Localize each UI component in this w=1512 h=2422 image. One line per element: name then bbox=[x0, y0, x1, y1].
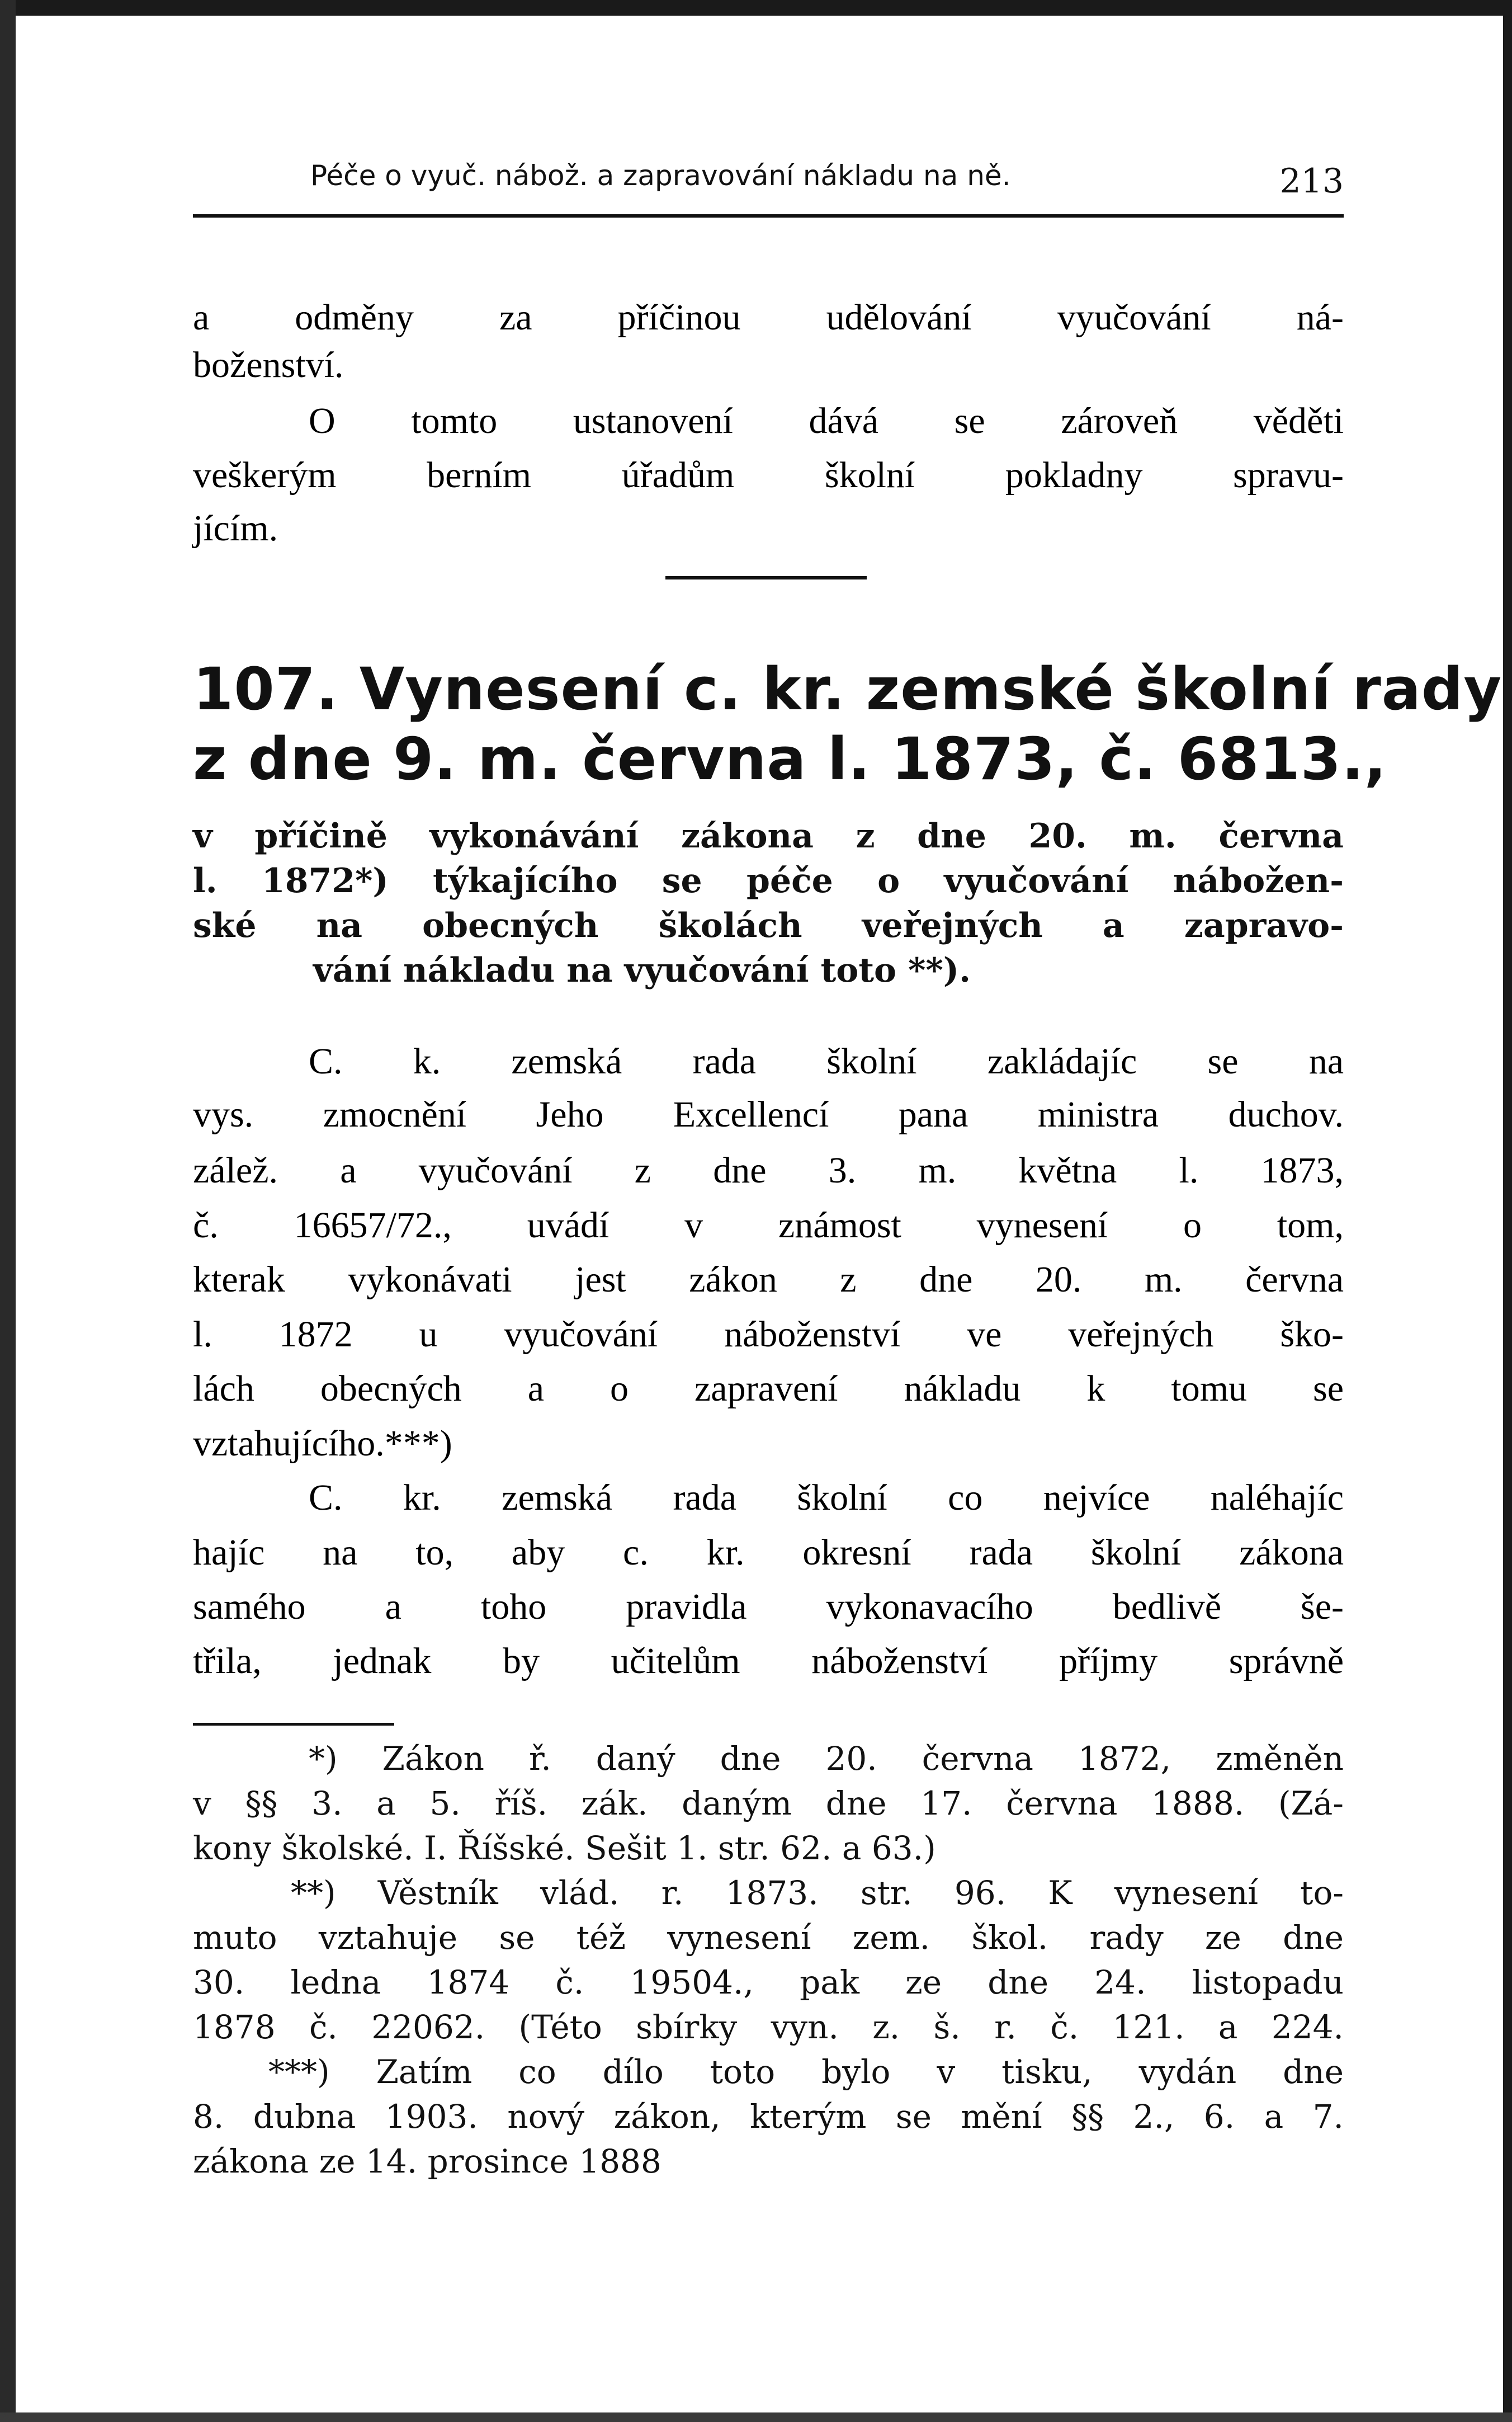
text-line: O tomto ustanovení dává se zároveň věděti bbox=[309, 400, 1344, 441]
section-divider bbox=[665, 576, 867, 579]
book-binding-edge bbox=[0, 0, 16, 2422]
running-title: Péče o vyuč. nábož. a zapravování nákladu na ně. bbox=[310, 159, 1011, 192]
footnote-rule bbox=[193, 1723, 394, 1726]
section-heading-line: z dne 9. m. června l. 1873, č. 6813., bbox=[193, 725, 1387, 793]
footnote-line: 30. ledna 1874 č. 19504., pak ze dne 24. listopadu bbox=[193, 1963, 1344, 2001]
footnote-line: kony školské. I. Říšské. Sešit 1. str. 62. a 63.) bbox=[193, 1829, 936, 1867]
text-line: třila, jednak by učitelům náboženství příjmy správně bbox=[193, 1641, 1344, 1681]
text-line: vys. zmocnění Jeho Excellencí pana ministra duchov. bbox=[193, 1094, 1344, 1135]
text-line: zálež. a vyučování z dne 3. m. května l. 1873, bbox=[193, 1150, 1344, 1191]
text-line: veškerým berním úřadům školní pokladny spravu- bbox=[193, 455, 1344, 496]
footnote-line: **) Věstník vlád. r. 1873. str. 96. K vynesení to- bbox=[291, 1874, 1344, 1912]
page-number: 213 bbox=[1279, 162, 1344, 201]
footnote-line: 8. dubna 1903. nový zákon, kterým se mění §§ 2., 6. a 7. bbox=[193, 2098, 1344, 2136]
text-line: lách obecných a o zapravení nákladu k tomu se bbox=[193, 1368, 1344, 1409]
section-subheading-line: l. 1872*) týkajícího se péče o vyučování nábožen- bbox=[193, 861, 1344, 901]
footnote-line: v §§ 3. a 5. říš. zák. daným dne 17. června 1888. (Zá- bbox=[193, 1784, 1344, 1822]
section-subheading-line: v příčině vykonávání zákona z dne 20. m. června bbox=[193, 817, 1344, 856]
footnote-line: 1878 č. 22062. (Této sbírky vyn. z. š. r. č. 121. a 224. bbox=[193, 2008, 1344, 2046]
text-line: a odměny za příčinou udělování vyučování ná- bbox=[193, 297, 1344, 338]
text-line: boženství. bbox=[193, 345, 344, 385]
text-line: l. 1872 u vyučování náboženství ve veřejných ško- bbox=[193, 1314, 1344, 1355]
text-line: C. k. zemská rada školní zakládajíc se na bbox=[309, 1041, 1344, 1082]
footnote-line: *) Zákon ř. daný dne 20. června 1872, změněn bbox=[309, 1740, 1344, 1778]
footnote-line: muto vztahuje se též vynesení zem. škol. rady ze dne bbox=[193, 1919, 1344, 1957]
text-line: č. 16657/72., uvádí v známost vynesení o tom, bbox=[193, 1205, 1344, 1246]
section-heading-line: 107. Vynesení c. kr. zemské školní rady bbox=[193, 655, 1502, 723]
footnote-line: zákona ze 14. prosince 1888 bbox=[193, 2142, 662, 2180]
page-bottom-edge bbox=[0, 2412, 1512, 2422]
section-subheading-line: ské na obecných školách veřejných a zapravo- bbox=[193, 906, 1344, 945]
text-line: kterak vykonávati jest zákon z dne 20. m. června bbox=[193, 1259, 1344, 1300]
header-rule bbox=[193, 214, 1344, 218]
footnote-line: ***) Zatím co dílo toto bylo v tisku, vydán dne bbox=[268, 2053, 1344, 2091]
text-line: hajíc na to, aby c. kr. okresní rada školní zákona bbox=[193, 1532, 1344, 1573]
running-header bbox=[193, 154, 1344, 199]
section-subheading-line: vání nákladu na vyučování toto **). bbox=[313, 951, 971, 990]
text-line: samého a toho pravidla vykonavacího bedlivě še- bbox=[193, 1586, 1344, 1627]
text-line: C. kr. zemská rada školní co nejvíce naléhajíc bbox=[309, 1477, 1344, 1518]
text-line: vztahujícího.***) bbox=[193, 1423, 452, 1464]
text-line: jícím. bbox=[193, 508, 278, 549]
